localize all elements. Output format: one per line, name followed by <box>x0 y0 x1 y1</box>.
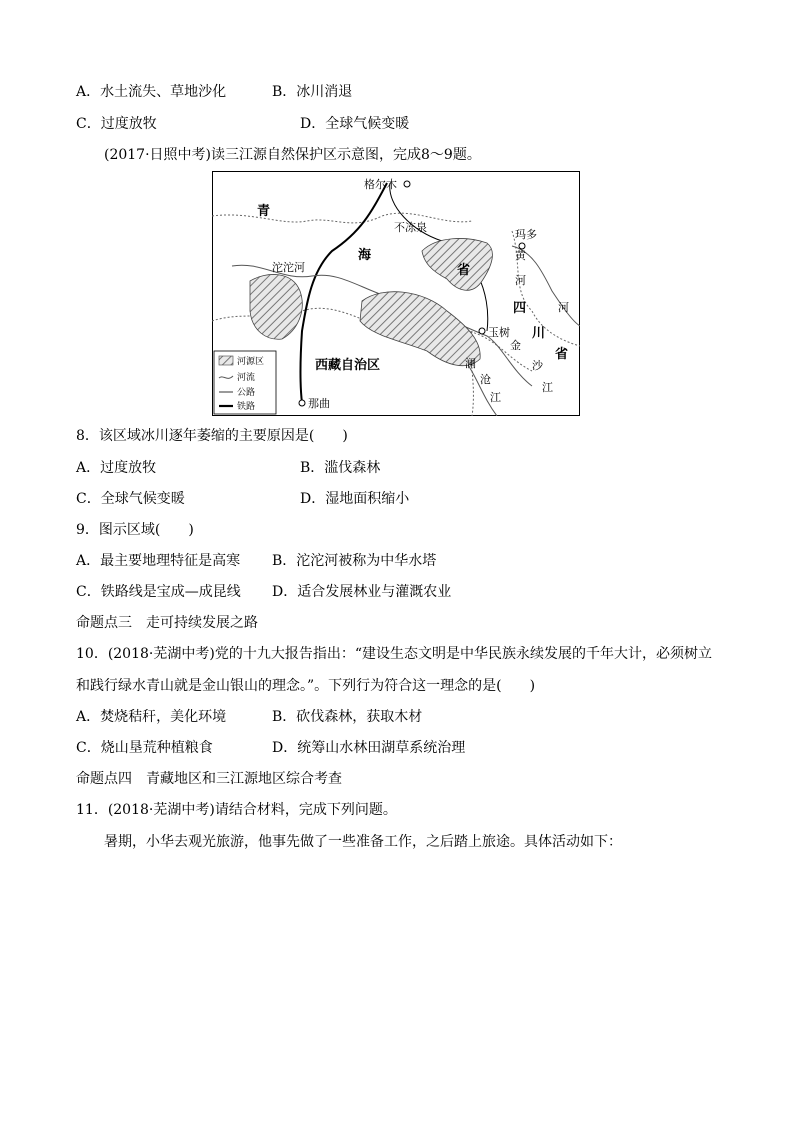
label-huang: 黄 <box>515 249 526 262</box>
q7-option-d: D．全球气候变暖 <box>300 116 410 132</box>
sanjiangyuan-map <box>212 171 580 416</box>
label-maduo: 玛多 <box>515 228 537 241</box>
q9-stem: 9．图示区域( ) <box>76 522 194 538</box>
legend-river: 河流 <box>237 373 256 383</box>
q8-option-c: C．全球气候变暖 <box>76 491 185 507</box>
q10-option-d: D．统筹山水林田湖草系统治理 <box>272 740 466 756</box>
q7-option-a: A．水土流失、草地沙化 <box>76 84 227 100</box>
q9-option-a: A．最主要地理特征是高寒 <box>76 553 241 569</box>
q9-option-b: B．沱沱河被称为中华水塔 <box>272 553 437 569</box>
label-hai: 海 <box>358 248 372 263</box>
legend-railway: 铁路 <box>237 402 256 412</box>
label-yushu: 玉树 <box>488 326 510 339</box>
label-cang: 沧 <box>480 373 491 386</box>
label-jin: 金 <box>510 339 521 352</box>
q7-option-b: B．冰川消退 <box>272 84 353 100</box>
q8-option-a: A．过度放牧 <box>76 460 157 476</box>
label-tuotuohe: 沱沱河 <box>272 261 305 274</box>
geermu-point <box>404 181 410 187</box>
label-sha: 沙 <box>532 359 543 372</box>
q8-option-b: B．滥伐森林 <box>300 460 381 476</box>
intro-8-9: (2017·日照中考)读三江源自然保护区示意图，完成8～9题。 <box>104 147 481 163</box>
q9-option-c: C．铁路线是宝成—成昆线 <box>76 584 241 600</box>
q10-stem-line2: 和践行绿水青山就是金山银山的理念。”。下列行为符合这一理念的是( ) <box>76 678 536 694</box>
label-chuan: 川 <box>532 326 546 341</box>
q8-stem: 8．该区域冰川逐年萎缩的主要原因是( ) <box>76 428 348 444</box>
q10-option-a: A．焚烧秸秆，美化环境 <box>76 709 227 725</box>
map-svg <box>212 171 580 416</box>
q11-paragraph: 暑期，小华去观光旅游，他事先做了一些准备工作，之后踏上旅途。具体活动如下： <box>104 834 622 850</box>
yushu-point <box>479 328 485 334</box>
q7-option-c: C．过度放牧 <box>76 116 157 132</box>
label-sheng2: 省 <box>555 347 569 362</box>
q8-option-d: D．湿地面积缩小 <box>300 491 410 507</box>
legend-highway: 公路 <box>237 388 256 398</box>
label-jiang-lc: 江 <box>490 391 501 404</box>
label-si: 四 <box>513 301 527 316</box>
label-budongquan: 不冻泉 <box>394 221 427 234</box>
label-qing: 青 <box>257 204 271 219</box>
legend-source: 河源区 <box>237 357 265 367</box>
q9-option-d: D．适合发展林业与灌溉农业 <box>272 584 452 600</box>
label-jiang-js: 江 <box>542 381 553 394</box>
label-naqu: 那曲 <box>308 397 330 410</box>
section-4-heading: 命题点四 青藏地区和三江源地区综合考查 <box>76 771 342 787</box>
q10-option-b: B．砍伐森林，获取木材 <box>272 709 423 725</box>
label-he-right: 河 <box>558 301 569 314</box>
label-geermu: 格尔木 <box>364 178 397 191</box>
label-he-huang: 河 <box>515 274 526 287</box>
q10-stem-line1: 10．(2018·芜湖中考)党的十九大报告指出：“建设生态文明是中华民族永续发展的千年大计，必须树立 <box>76 646 712 662</box>
section-3-heading: 命题点三 走可持续发展之路 <box>76 615 258 631</box>
naqu-point <box>299 400 305 406</box>
label-xizang: 西藏自治区 <box>315 358 381 373</box>
q10-option-c: C．烧山垦荒种植粮食 <box>76 740 213 756</box>
legend-hatch-swatch <box>219 356 233 365</box>
label-lan: 澜 <box>465 357 476 370</box>
label-sheng1: 省 <box>457 263 471 278</box>
q11-stem: 11．(2018·芜湖中考)请结合材料，完成下列问题。 <box>76 802 397 818</box>
